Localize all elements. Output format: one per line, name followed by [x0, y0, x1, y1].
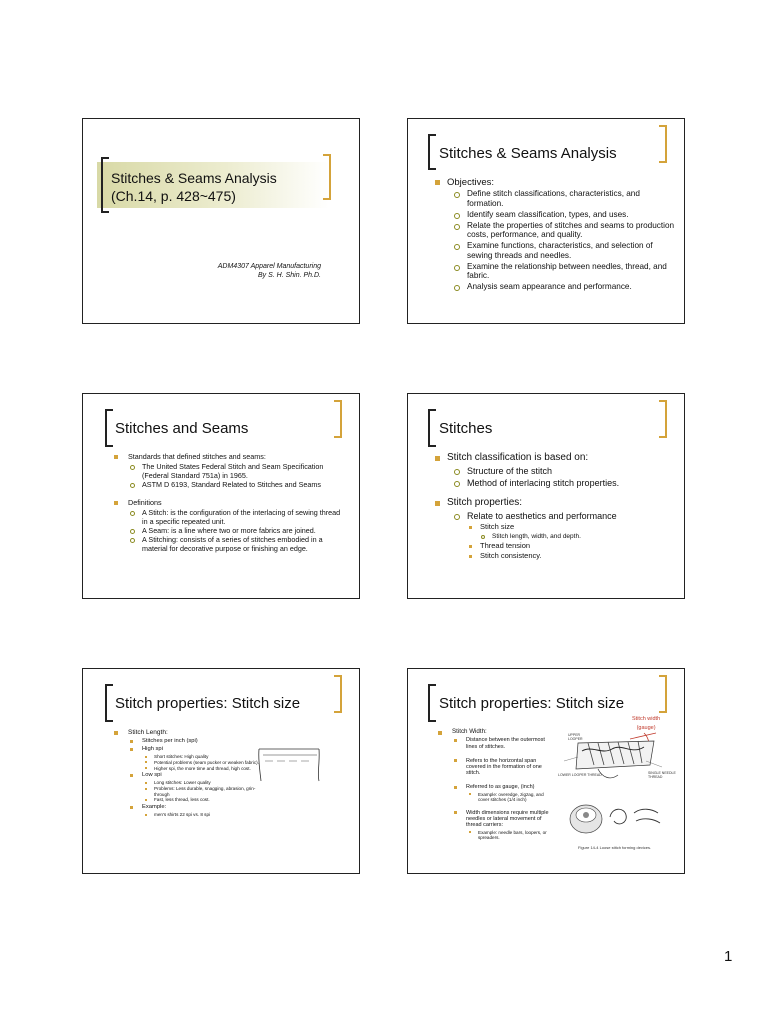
list-item: Long stitches: Lower quality: [114, 780, 264, 785]
list-item: Stitch size: [435, 522, 675, 532]
small-square-bullet-icon: [145, 761, 147, 763]
slide-title: Stitch properties: Stitch size: [115, 695, 301, 712]
list-item: Method of interlacing stitch properties.: [435, 477, 675, 489]
title-line-1: Stitches & Seams Analysis: [111, 170, 277, 186]
small-square-bullet-icon: [145, 782, 147, 784]
left-bracket: [105, 684, 113, 722]
right-bracket: [659, 125, 667, 163]
stitch-width-caption: Stitch width (gauge): [632, 716, 661, 731]
slide-6: [407, 668, 685, 874]
small-square-bullet-icon: [454, 759, 457, 762]
list-item: Stitch Length:: [114, 729, 264, 736]
figure-caption: Figure 14-4 Loose stitch forming devices.: [578, 845, 652, 850]
small-square-bullet-icon: [145, 788, 147, 790]
small-square-bullet-icon: [469, 793, 471, 795]
square-bullet-icon: [114, 501, 118, 505]
right-bracket: [334, 675, 342, 713]
list-item: Examine functions, characteristics, and selection of sewing threads and needles.: [435, 241, 675, 260]
list-item: ASTM D 6193, Standard Related to Stitches and Seams: [114, 481, 346, 489]
list-item: High spi: [114, 746, 264, 753]
right-bracket: [659, 675, 667, 713]
small-square-bullet-icon: [469, 831, 471, 833]
stitch-length-illustration: [257, 741, 321, 783]
label-needle-thread: SINGLE NEEDLE THREAD: [648, 771, 676, 779]
list-item: Problems: Less durable, snagging, abrasion, grin-through: [114, 786, 264, 797]
author-name: By S. H. Shin. Ph.D.: [257, 272, 321, 279]
list-item: Relate the properties of stitches and seams to production costs, performance, and quality.: [435, 221, 675, 240]
slide-4: [407, 393, 685, 599]
circle-bullet-icon: [454, 244, 460, 250]
list-item: Define stitch classifications, characteristics, and formation.: [435, 189, 675, 208]
square-bullet-icon: [435, 501, 440, 506]
list-item: Example:: [114, 804, 264, 811]
circle-bullet-icon: [454, 265, 460, 271]
small-square-bullet-icon: [454, 786, 457, 789]
left-bracket: [428, 409, 436, 447]
slide-5: [82, 668, 360, 874]
list-item: Refers to the horizontal span covered in the formation of one stitch.: [438, 758, 554, 777]
slide-1: [82, 118, 360, 324]
bullet-list: [114, 453, 346, 554]
list-item: Potential problems (seam pucker or weaken fabric).: [114, 760, 264, 765]
bullet-list: [438, 729, 554, 840]
square-bullet-icon: [114, 731, 118, 735]
square-bullet-icon: [438, 731, 442, 735]
small-square-bullet-icon: [145, 814, 147, 816]
label-lower-looper: LOWER LOOPER THREAD: [558, 773, 602, 777]
right-bracket: [334, 400, 342, 438]
list-item: Example: needle bars, loopers, or spreaders.: [438, 830, 554, 840]
left-bracket: [428, 684, 436, 722]
title-line-2: (Ch.14, p. 428~475): [111, 188, 236, 204]
list-item: Structure of the stitch: [435, 465, 675, 477]
page-number: 1: [724, 948, 733, 965]
small-square-bullet-icon: [130, 806, 133, 809]
small-square-bullet-icon: [469, 555, 472, 558]
bullet-list: [114, 729, 264, 818]
list-item: Identify seam classification, types, and uses.: [435, 210, 675, 220]
list-item: Thread tension: [435, 541, 675, 551]
list-item: men's shirts 22 spi vs. 8 spi: [114, 812, 264, 817]
list-item: Stitch Width:: [438, 729, 554, 736]
left-bracket: [105, 409, 113, 447]
square-bullet-icon: [435, 180, 440, 185]
small-square-bullet-icon: [130, 748, 133, 751]
circle-bullet-icon: [130, 511, 135, 516]
circle-bullet-icon: [130, 465, 135, 470]
slide-3: [82, 393, 360, 599]
list-item: Stitch properties:: [435, 497, 675, 509]
circle-bullet-icon: [130, 483, 135, 488]
circle-bullet-icon: [454, 285, 460, 291]
list-item: Examine the relationship between needles, thread, and fabric.: [435, 262, 675, 281]
bullet-list: [435, 177, 675, 293]
circle-bullet-icon: [130, 538, 135, 543]
list-item: Stitch consistency.: [435, 551, 675, 561]
small-square-bullet-icon: [145, 756, 147, 758]
circle-bullet-icon: [454, 469, 460, 475]
small-square-bullet-icon: [145, 799, 147, 801]
slide-title: Stitch properties: Stitch size: [439, 695, 625, 712]
slide-title: Stitches: [439, 420, 493, 437]
list-item: Relate to aesthetics and performance: [435, 510, 675, 522]
slide-title: Stitches & Seams Analysis: [439, 145, 617, 162]
list-item: Stitch classification is based on:: [435, 452, 675, 464]
list-item: Standards that defined stitches and seams:: [114, 453, 346, 461]
course-name: ADM4307 Apparel Manufacturing: [217, 263, 321, 270]
objectives-list: [435, 189, 675, 292]
slide-title: Stitches and Seams: [115, 420, 249, 437]
objectives-label: Objectives:: [447, 177, 494, 188]
small-square-bullet-icon: [454, 739, 457, 742]
circle-bullet-icon: [454, 514, 460, 520]
list-item: A Stitch: is the configuration of the interlacing of sewing thread in a specific repeated unit.: [114, 509, 346, 526]
circle-bullet-icon: [454, 213, 460, 219]
list-item: [435, 177, 675, 188]
list-item: The United States Federal Stitch and Seam Specification (Federal Standard 751a) in 1965.: [114, 463, 346, 480]
list-item: Distance between the outermost lines of stitches.: [438, 737, 554, 749]
small-square-bullet-icon: [454, 811, 457, 814]
list-item: Definitions: [114, 499, 346, 507]
stitch-forming-devices-illustration: [564, 797, 674, 843]
list-item: Higher spi, the more time and thread, high cost.: [114, 766, 264, 771]
list-item: Stitches per inch (spi): [114, 738, 264, 745]
list-item: Example: overedge, zigzag, and cover stitches (1/4 inch): [438, 792, 554, 802]
list-item: A Stitching: consists of a series of stitches embodied in a material for decorative purpose or finishing an edge.: [114, 536, 346, 553]
list-item: Analysis seam appearance and performance.: [435, 282, 675, 292]
list-item: Low spi: [114, 772, 264, 779]
right-bracket: [659, 400, 667, 438]
label-upper-looper: UPPER LOOPER: [568, 733, 583, 741]
small-square-bullet-icon: [130, 774, 133, 777]
list-item: A Seam: is a line where two or more fabrics are joined.: [114, 527, 346, 535]
list-item: Short stitches: High quality: [114, 754, 264, 759]
bullet-list: [435, 452, 675, 561]
small-square-bullet-icon: [469, 545, 472, 548]
list-item: Referred to as gauge, (inch): [438, 784, 554, 790]
list-item: Stitch length, width, and depth.: [435, 532, 675, 541]
small-square-bullet-icon: [145, 767, 147, 769]
circle-bullet-icon: [481, 535, 485, 539]
right-bracket: [323, 154, 331, 200]
list-item: Fast, less thread, less cost.: [114, 797, 264, 802]
circle-bullet-icon: [454, 224, 460, 230]
square-bullet-icon: [435, 456, 440, 461]
slide-title: [111, 169, 277, 205]
small-square-bullet-icon: [469, 526, 472, 529]
author-block: [218, 262, 321, 280]
left-bracket: [428, 134, 436, 170]
small-square-bullet-icon: [130, 740, 133, 743]
square-bullet-icon: [114, 455, 118, 459]
circle-bullet-icon: [454, 192, 460, 198]
left-bracket: [101, 157, 109, 213]
circle-bullet-icon: [454, 481, 460, 487]
list-item: Width dimensions require multiple needles or lateral movement of thread carriers:: [438, 810, 554, 829]
circle-bullet-icon: [130, 529, 135, 534]
slide-2: [407, 118, 685, 324]
